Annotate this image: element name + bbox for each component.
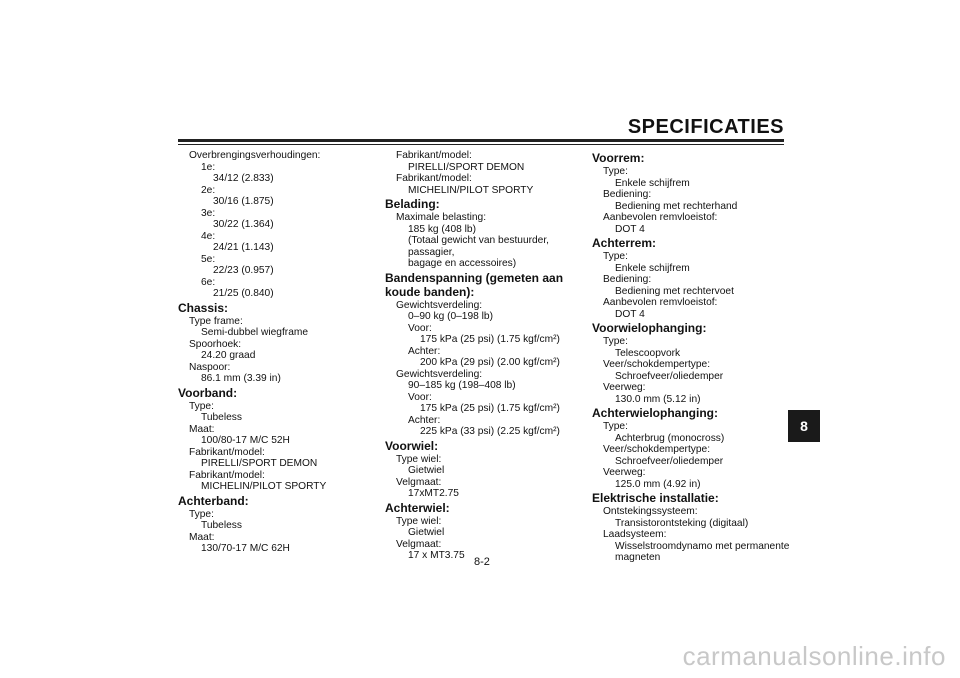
spec-line: Wisselstroomdynamo met permanente bbox=[615, 540, 790, 552]
spec-line: Laadsysteem: bbox=[603, 529, 667, 540]
spec-line: Overbrengingsverhoudingen: bbox=[189, 150, 321, 161]
spec-heading: Achterband: bbox=[178, 493, 249, 508]
section-tab: 8 bbox=[788, 410, 820, 442]
spec-line: MICHELIN/PILOT SPORTY bbox=[408, 184, 534, 196]
spec-heading: Bandenspanning (gemeten aan koude banden): bbox=[385, 270, 564, 299]
spec-line: Velgmaat: bbox=[396, 538, 442, 550]
spec-line: Bediening met rechterhand bbox=[615, 200, 738, 212]
spec-line: Bediening: bbox=[603, 274, 652, 285]
spec-line: Schroefveer/oliedemper bbox=[615, 455, 724, 467]
spec-line: (Totaal gewicht van bestuurder, passagier, bbox=[408, 235, 550, 258]
spec-line: 4e: bbox=[201, 230, 216, 242]
spec-line: Type: bbox=[603, 251, 628, 262]
spec-column-3 bbox=[592, 150, 792, 564]
spec-line: Tubeless bbox=[201, 412, 242, 423]
spec-line: Fabrikant/model: bbox=[396, 150, 472, 161]
spec-line: Transistorontsteking (digitaal) bbox=[615, 517, 749, 529]
spec-line: 86.1 mm (3.39 in) bbox=[201, 373, 281, 384]
spec-line: bagage en accessoires) bbox=[408, 258, 517, 269]
spec-line: PIRELLI/SPORT DEMON bbox=[201, 458, 318, 469]
spec-line: Type: bbox=[603, 421, 628, 432]
spec-line: 185 kg (408 lb) bbox=[408, 223, 476, 235]
spec-heading: Voorwiel: bbox=[385, 438, 439, 453]
spec-line: 3e: bbox=[201, 207, 216, 219]
spec-line: Veer/schokdempertype: bbox=[603, 359, 711, 370]
spec-line: 22/23 (0.957) bbox=[213, 265, 274, 276]
spec-line: DOT 4 bbox=[615, 308, 645, 320]
spec-line: 225 kPa (33 psi) (2.25 kgf/cm²) bbox=[420, 426, 560, 437]
spec-heading: Elektrische installatie: bbox=[592, 491, 719, 505]
spec-line: Fabrikant/model: bbox=[189, 446, 265, 458]
spec-line: 125.0 mm (4.92 in) bbox=[615, 478, 701, 490]
spec-line: 100/80-17 M/C 52H bbox=[201, 435, 290, 446]
header-rule-thin bbox=[178, 144, 784, 145]
spec-line: Type: bbox=[603, 166, 628, 177]
spec-line: 90–185 kg (198–408 lb) bbox=[408, 380, 516, 391]
spec-line: 24.20 graad bbox=[201, 350, 256, 361]
spec-heading: Chassis: bbox=[178, 300, 229, 315]
spec-line: 2e: bbox=[201, 184, 216, 196]
spec-line: Bediening met rechtervoet bbox=[615, 285, 734, 297]
spec-heading: Achterwiel: bbox=[385, 500, 450, 515]
spec-line: Fabrikant/model: bbox=[396, 173, 472, 184]
watermark: carmanualsonline.info bbox=[682, 641, 946, 671]
spec-line: 30/16 (1.875) bbox=[213, 196, 274, 207]
spec-line: Achter: bbox=[408, 345, 441, 357]
spec-line: Gewichtsverdeling: bbox=[396, 368, 483, 380]
spec-heading: Voorrem: bbox=[592, 151, 645, 165]
spec-line: DOT 4 bbox=[615, 223, 645, 235]
spec-line: PIRELLI/SPORT DEMON bbox=[408, 161, 525, 173]
spec-heading: Achterwielophanging: bbox=[592, 406, 718, 420]
spec-line: 17 x MT3.75 bbox=[408, 550, 465, 561]
spec-line: 130/70-17 M/C 62H bbox=[201, 543, 290, 554]
spec-line: Type: bbox=[189, 400, 214, 412]
spec-line: Achter: bbox=[408, 414, 441, 426]
spec-line: Veer/schokdempertype: bbox=[603, 444, 711, 455]
spec-line: Maat: bbox=[189, 423, 215, 435]
spec-line: Voor: bbox=[408, 391, 432, 403]
spec-line: Naspoor: bbox=[189, 361, 231, 373]
spec-column-1 bbox=[178, 150, 368, 555]
spec-line: 17xMT2.75 bbox=[408, 488, 459, 499]
spec-line: 1e: bbox=[201, 161, 216, 173]
spec-line: Enkele schijfrem bbox=[615, 262, 690, 274]
spec-line: Type: bbox=[189, 508, 214, 520]
spec-line: Telescoopvork bbox=[615, 347, 681, 359]
spec-line: Type wiel: bbox=[396, 515, 442, 527]
spec-line: Type: bbox=[603, 336, 628, 347]
spec-line: Type wiel: bbox=[396, 453, 442, 465]
spec-line: Type frame: bbox=[189, 315, 243, 327]
spec-line: 200 kPa (29 psi) (2.00 kgf/cm²) bbox=[420, 357, 560, 368]
spec-line: 30/22 (1.364) bbox=[213, 219, 274, 230]
spec-line: Semi-dubbel wiegframe bbox=[201, 327, 309, 338]
spec-heading: Voorband: bbox=[178, 385, 238, 400]
spec-line: 24/21 (1.143) bbox=[213, 242, 274, 253]
spec-line: Velgmaat: bbox=[396, 476, 442, 488]
spec-line: Maat: bbox=[189, 531, 215, 543]
spec-line: 175 kPa (25 psi) (1.75 kgf/cm²) bbox=[420, 403, 560, 414]
page-title: SPECIFICATIES bbox=[627, 116, 784, 138]
spec-line: Schroefveer/oliedemper bbox=[615, 370, 724, 382]
spec-line: Gietwiel bbox=[408, 527, 445, 538]
spec-line: 34/12 (2.833) bbox=[213, 173, 274, 184]
header-rule-thick bbox=[178, 139, 784, 142]
spec-line: Fabrikant/model: bbox=[189, 469, 265, 481]
spec-line: Tubeless bbox=[201, 520, 242, 531]
spec-line: Enkele schijfrem bbox=[615, 177, 690, 189]
spec-line: Aanbevolen remvloeistof: bbox=[603, 212, 718, 223]
spec-line: Gewichtsverdeling: bbox=[396, 299, 483, 311]
spec-line: 130.0 mm (5.12 in) bbox=[615, 393, 701, 405]
spec-line: 5e: bbox=[201, 253, 216, 265]
spec-line: Spoorhoek: bbox=[189, 338, 242, 350]
spec-line: Maximale belasting: bbox=[396, 212, 487, 223]
spec-line: MICHELIN/PILOT SPORTY bbox=[201, 481, 327, 492]
spec-line: Ontstekingssysteem: bbox=[603, 506, 698, 517]
spec-line: Voor: bbox=[408, 322, 432, 334]
spec-line: Gietwiel bbox=[408, 465, 445, 476]
spec-line: 175 kPa (25 psi) (1.75 kgf/cm²) bbox=[420, 334, 560, 345]
spec-column-2 bbox=[385, 150, 585, 562]
spec-line: 21/25 (0.840) bbox=[213, 288, 274, 299]
spec-line: 0–90 kg (0–198 lb) bbox=[408, 311, 493, 322]
spec-heading: Achterrem: bbox=[592, 236, 657, 250]
spec-line: 6e: bbox=[201, 276, 216, 288]
page-number: 8-2 bbox=[474, 556, 490, 568]
spec-line: magneten bbox=[615, 552, 661, 563]
spec-line: Achterbrug (monocross) bbox=[615, 432, 725, 444]
spec-line: Veerweg: bbox=[603, 382, 646, 393]
spec-line: Bediening: bbox=[603, 189, 652, 200]
spec-line: Aanbevolen remvloeistof: bbox=[603, 297, 718, 308]
spec-heading: Voorwielophanging: bbox=[592, 321, 707, 335]
spec-line: Veerweg: bbox=[603, 467, 646, 478]
spec-heading: Belading: bbox=[385, 197, 440, 211]
